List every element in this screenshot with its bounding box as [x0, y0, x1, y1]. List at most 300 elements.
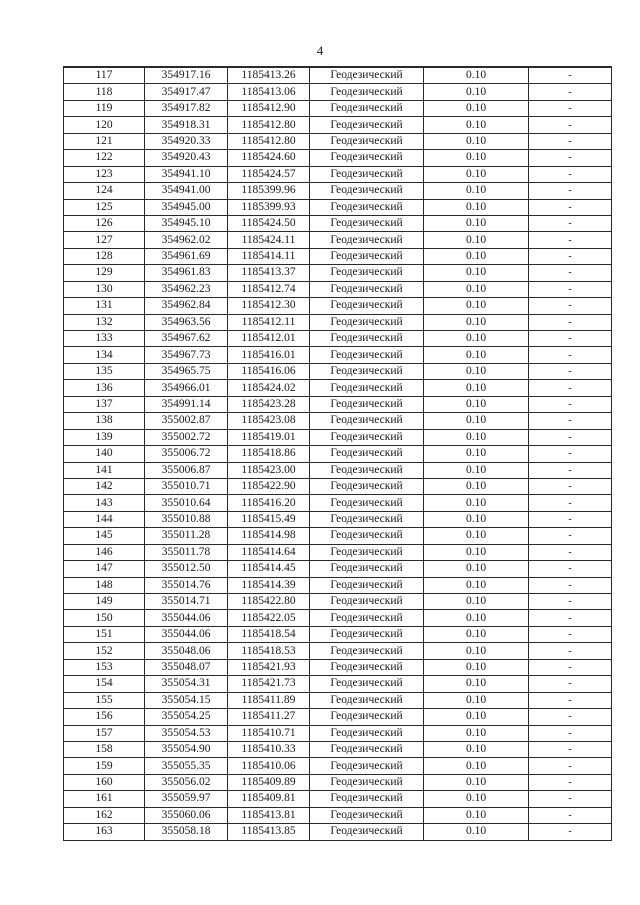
method-cell: Геодезический — [310, 215, 424, 231]
point-number-cell: 152 — [64, 643, 145, 659]
x-coordinate-cell: 355010.71 — [145, 478, 228, 494]
accuracy-cell: 0.10 — [424, 232, 529, 248]
x-coordinate-cell: 355011.28 — [145, 528, 228, 544]
y-coordinate-cell: 1185416.06 — [228, 363, 310, 379]
description-cell: - — [529, 495, 612, 511]
description-cell: - — [529, 413, 612, 429]
description-cell: - — [529, 199, 612, 215]
method-cell: Геодезический — [310, 577, 424, 593]
method-cell: Геодезический — [310, 117, 424, 133]
accuracy-cell: 0.10 — [424, 150, 529, 166]
description-cell: - — [529, 446, 612, 462]
accuracy-cell: 0.10 — [424, 544, 529, 560]
description-cell: - — [529, 594, 612, 610]
description-cell: - — [529, 774, 612, 790]
table-row — [64, 709, 612, 725]
table-row — [64, 429, 612, 445]
table-row — [64, 380, 612, 396]
accuracy-cell: 0.10 — [424, 610, 529, 626]
accuracy-cell: 0.10 — [424, 807, 529, 823]
table-row — [64, 577, 612, 593]
x-coordinate-cell: 354967.73 — [145, 347, 228, 363]
table-row — [64, 331, 612, 347]
description-cell: - — [529, 396, 612, 412]
y-coordinate-cell: 1185409.81 — [228, 791, 310, 807]
point-number-cell: 142 — [64, 478, 145, 494]
y-coordinate-cell: 1185411.89 — [228, 692, 310, 708]
point-number-cell: 143 — [64, 495, 145, 511]
x-coordinate-cell: 355054.90 — [145, 741, 228, 757]
method-cell: Геодезический — [310, 298, 424, 314]
table-row — [64, 824, 612, 840]
description-cell: - — [529, 215, 612, 231]
x-coordinate-cell: 355002.72 — [145, 429, 228, 445]
point-number-cell: 150 — [64, 610, 145, 626]
method-cell: Геодезический — [310, 561, 424, 577]
method-cell: Геодезический — [310, 281, 424, 297]
description-cell: - — [529, 298, 612, 314]
method-cell: Геодезический — [310, 511, 424, 527]
method-cell: Геодезический — [310, 774, 424, 790]
method-cell: Геодезический — [310, 478, 424, 494]
y-coordinate-cell: 1185410.33 — [228, 741, 310, 757]
point-number-cell: 146 — [64, 544, 145, 560]
x-coordinate-cell: 354920.43 — [145, 150, 228, 166]
method-cell: Геодезический — [310, 528, 424, 544]
point-number-cell: 157 — [64, 725, 145, 741]
description-cell: - — [529, 709, 612, 725]
accuracy-cell: 0.10 — [424, 215, 529, 231]
x-coordinate-cell: 355002.87 — [145, 413, 228, 429]
table-row — [64, 626, 612, 642]
table-row — [64, 84, 612, 100]
description-cell: - — [529, 347, 612, 363]
description-cell: - — [529, 462, 612, 478]
method-cell: Геодезический — [310, 709, 424, 725]
y-coordinate-cell: 1185421.93 — [228, 659, 310, 675]
description-cell: - — [529, 429, 612, 445]
y-coordinate-cell: 1185418.53 — [228, 643, 310, 659]
y-coordinate-cell: 1185414.64 — [228, 544, 310, 560]
accuracy-cell: 0.10 — [424, 413, 529, 429]
accuracy-cell: 0.10 — [424, 774, 529, 790]
x-coordinate-cell: 354991.14 — [145, 396, 228, 412]
point-number-cell: 136 — [64, 380, 145, 396]
accuracy-cell: 0.10 — [424, 429, 529, 445]
method-cell: Геодезический — [310, 100, 424, 116]
description-cell: - — [529, 133, 612, 149]
y-coordinate-cell: 1185415.49 — [228, 511, 310, 527]
y-coordinate-cell: 1185412.74 — [228, 281, 310, 297]
table-row — [64, 314, 612, 330]
point-number-cell: 139 — [64, 429, 145, 445]
description-cell: - — [529, 659, 612, 675]
method-cell: Геодезический — [310, 413, 424, 429]
y-coordinate-cell: 1185423.28 — [228, 396, 310, 412]
accuracy-cell: 0.10 — [424, 363, 529, 379]
accuracy-cell: 0.10 — [424, 265, 529, 281]
method-cell: Геодезический — [310, 659, 424, 675]
x-coordinate-cell: 355010.64 — [145, 495, 228, 511]
table-row — [64, 741, 612, 757]
description-cell: - — [529, 807, 612, 823]
table-row — [64, 396, 612, 412]
table-row — [64, 692, 612, 708]
x-coordinate-cell: 355048.06 — [145, 643, 228, 659]
y-coordinate-cell: 1185414.11 — [228, 248, 310, 264]
y-coordinate-cell: 1185412.01 — [228, 331, 310, 347]
accuracy-cell: 0.10 — [424, 298, 529, 314]
y-coordinate-cell: 1185418.86 — [228, 446, 310, 462]
description-cell: - — [529, 281, 612, 297]
point-number-cell: 160 — [64, 774, 145, 790]
accuracy-cell: 0.10 — [424, 511, 529, 527]
description-cell: - — [529, 626, 612, 642]
accuracy-cell: 0.10 — [424, 626, 529, 642]
accuracy-cell: 0.10 — [424, 314, 529, 330]
table-row — [64, 528, 612, 544]
x-coordinate-cell: 355014.76 — [145, 577, 228, 593]
y-coordinate-cell: 1185424.02 — [228, 380, 310, 396]
accuracy-cell: 0.10 — [424, 709, 529, 725]
y-coordinate-cell: 1185412.11 — [228, 314, 310, 330]
x-coordinate-cell: 354917.16 — [145, 67, 228, 84]
point-number-cell: 127 — [64, 232, 145, 248]
accuracy-cell: 0.10 — [424, 166, 529, 182]
method-cell: Геодезический — [310, 824, 424, 840]
x-coordinate-cell: 355059.97 — [145, 791, 228, 807]
table-row — [64, 281, 612, 297]
accuracy-cell: 0.10 — [424, 380, 529, 396]
x-coordinate-cell: 354967.62 — [145, 331, 228, 347]
point-number-cell: 141 — [64, 462, 145, 478]
x-coordinate-cell: 354945.10 — [145, 215, 228, 231]
table-row — [64, 774, 612, 790]
point-number-cell: 155 — [64, 692, 145, 708]
accuracy-cell: 0.10 — [424, 643, 529, 659]
method-cell: Геодезический — [310, 610, 424, 626]
point-number-cell: 124 — [64, 183, 145, 199]
description-cell: - — [529, 643, 612, 659]
description-cell: - — [529, 166, 612, 182]
accuracy-cell: 0.10 — [424, 741, 529, 757]
x-coordinate-cell: 355044.06 — [145, 610, 228, 626]
accuracy-cell: 0.10 — [424, 67, 529, 84]
description-cell: - — [529, 478, 612, 494]
table-row — [64, 791, 612, 807]
accuracy-cell: 0.10 — [424, 577, 529, 593]
y-coordinate-cell: 1185414.98 — [228, 528, 310, 544]
method-cell: Геодезический — [310, 758, 424, 774]
table-row — [64, 133, 612, 149]
description-cell: - — [529, 610, 612, 626]
method-cell: Геодезический — [310, 363, 424, 379]
point-number-cell: 118 — [64, 84, 145, 100]
point-number-cell: 132 — [64, 314, 145, 330]
description-cell: - — [529, 725, 612, 741]
x-coordinate-cell: 355060.06 — [145, 807, 228, 823]
description-cell: - — [529, 314, 612, 330]
x-coordinate-cell: 355054.25 — [145, 709, 228, 725]
accuracy-cell: 0.10 — [424, 396, 529, 412]
point-number-cell: 130 — [64, 281, 145, 297]
table-row — [64, 561, 612, 577]
table-row — [64, 544, 612, 560]
point-number-cell: 119 — [64, 100, 145, 116]
y-coordinate-cell: 1185413.26 — [228, 67, 310, 84]
description-cell: - — [529, 511, 612, 527]
method-cell: Геодезический — [310, 347, 424, 363]
accuracy-cell: 0.10 — [424, 117, 529, 133]
method-cell: Геодезический — [310, 150, 424, 166]
method-cell: Геодезический — [310, 495, 424, 511]
y-coordinate-cell: 1185423.00 — [228, 462, 310, 478]
method-cell: Геодезический — [310, 183, 424, 199]
table-row — [64, 478, 612, 494]
point-number-cell: 149 — [64, 594, 145, 610]
accuracy-cell: 0.10 — [424, 824, 529, 840]
accuracy-cell: 0.10 — [424, 248, 529, 264]
method-cell: Геодезический — [310, 429, 424, 445]
method-cell: Геодезический — [310, 380, 424, 396]
method-cell: Геодезический — [310, 676, 424, 692]
point-number-cell: 159 — [64, 758, 145, 774]
description-cell: - — [529, 544, 612, 560]
accuracy-cell: 0.10 — [424, 561, 529, 577]
x-coordinate-cell: 355014.71 — [145, 594, 228, 610]
y-coordinate-cell: 1185412.80 — [228, 133, 310, 149]
table-row — [64, 248, 612, 264]
x-coordinate-cell: 354941.00 — [145, 183, 228, 199]
y-coordinate-cell: 1185416.01 — [228, 347, 310, 363]
y-coordinate-cell: 1185399.93 — [228, 199, 310, 215]
description-cell: - — [529, 824, 612, 840]
accuracy-cell: 0.10 — [424, 478, 529, 494]
point-number-cell: 163 — [64, 824, 145, 840]
description-cell: - — [529, 561, 612, 577]
point-number-cell: 131 — [64, 298, 145, 314]
table-row — [64, 117, 612, 133]
y-coordinate-cell: 1185419.01 — [228, 429, 310, 445]
point-number-cell: 129 — [64, 265, 145, 281]
description-cell: - — [529, 676, 612, 692]
description-cell: - — [529, 117, 612, 133]
point-number-cell: 134 — [64, 347, 145, 363]
point-number-cell: 145 — [64, 528, 145, 544]
method-cell: Геодезический — [310, 791, 424, 807]
method-cell: Геодезический — [310, 232, 424, 248]
point-number-cell: 161 — [64, 791, 145, 807]
accuracy-cell: 0.10 — [424, 725, 529, 741]
accuracy-cell: 0.10 — [424, 183, 529, 199]
x-coordinate-cell: 355056.02 — [145, 774, 228, 790]
point-number-cell: 133 — [64, 331, 145, 347]
table-row — [64, 610, 612, 626]
table-row — [64, 643, 612, 659]
table-row — [64, 495, 612, 511]
point-number-cell: 147 — [64, 561, 145, 577]
y-coordinate-cell: 1185424.50 — [228, 215, 310, 231]
y-coordinate-cell: 1185410.71 — [228, 725, 310, 741]
x-coordinate-cell: 355044.06 — [145, 626, 228, 642]
table-row — [64, 265, 612, 281]
x-coordinate-cell: 354917.82 — [145, 100, 228, 116]
point-number-cell: 148 — [64, 577, 145, 593]
description-cell: - — [529, 84, 612, 100]
accuracy-cell: 0.10 — [424, 692, 529, 708]
table-row — [64, 100, 612, 116]
y-coordinate-cell: 1185422.05 — [228, 610, 310, 626]
table-row — [64, 150, 612, 166]
description-cell: - — [529, 758, 612, 774]
point-number-cell: 153 — [64, 659, 145, 675]
description-cell: - — [529, 791, 612, 807]
y-coordinate-cell: 1185424.60 — [228, 150, 310, 166]
y-coordinate-cell: 1185413.06 — [228, 84, 310, 100]
table-row — [64, 298, 612, 314]
table-row — [64, 807, 612, 823]
description-cell: - — [529, 183, 612, 199]
x-coordinate-cell: 355006.87 — [145, 462, 228, 478]
table-row — [64, 446, 612, 462]
x-coordinate-cell: 354918.31 — [145, 117, 228, 133]
accuracy-cell: 0.10 — [424, 758, 529, 774]
table-row — [64, 215, 612, 231]
x-coordinate-cell: 354917.47 — [145, 84, 228, 100]
y-coordinate-cell: 1185423.08 — [228, 413, 310, 429]
x-coordinate-cell: 354941.10 — [145, 166, 228, 182]
method-cell: Геодезический — [310, 331, 424, 347]
y-coordinate-cell: 1185413.37 — [228, 265, 310, 281]
y-coordinate-cell: 1185409.89 — [228, 774, 310, 790]
x-coordinate-cell: 355054.31 — [145, 676, 228, 692]
y-coordinate-cell: 1185412.90 — [228, 100, 310, 116]
y-coordinate-cell: 1185422.90 — [228, 478, 310, 494]
x-coordinate-cell: 354965.75 — [145, 363, 228, 379]
x-coordinate-cell: 354962.02 — [145, 232, 228, 248]
y-coordinate-cell: 1185424.57 — [228, 166, 310, 182]
table-row — [64, 413, 612, 429]
y-coordinate-cell: 1185411.27 — [228, 709, 310, 725]
x-coordinate-cell: 355012.50 — [145, 561, 228, 577]
table-row — [64, 676, 612, 692]
accuracy-cell: 0.10 — [424, 659, 529, 675]
y-coordinate-cell: 1185414.39 — [228, 577, 310, 593]
method-cell: Геодезический — [310, 807, 424, 823]
x-coordinate-cell: 354966.01 — [145, 380, 228, 396]
table-row — [64, 232, 612, 248]
point-number-cell: 121 — [64, 133, 145, 149]
table-row — [64, 659, 612, 675]
description-cell: - — [529, 67, 612, 84]
y-coordinate-cell: 1185412.80 — [228, 117, 310, 133]
y-coordinate-cell: 1185424.11 — [228, 232, 310, 248]
x-coordinate-cell: 354961.69 — [145, 248, 228, 264]
method-cell: Геодезический — [310, 594, 424, 610]
x-coordinate-cell: 355054.15 — [145, 692, 228, 708]
method-cell: Геодезический — [310, 692, 424, 708]
y-coordinate-cell: 1185416.20 — [228, 495, 310, 511]
point-number-cell: 117 — [64, 67, 145, 84]
y-coordinate-cell: 1185413.81 — [228, 807, 310, 823]
method-cell: Геодезический — [310, 446, 424, 462]
x-coordinate-cell: 355048.07 — [145, 659, 228, 675]
y-coordinate-cell: 1185413.85 — [228, 824, 310, 840]
table-row — [64, 594, 612, 610]
point-number-cell: 151 — [64, 626, 145, 642]
x-coordinate-cell: 355011.78 — [145, 544, 228, 560]
x-coordinate-cell: 354962.84 — [145, 298, 228, 314]
description-cell: - — [529, 363, 612, 379]
y-coordinate-cell: 1185418.54 — [228, 626, 310, 642]
x-coordinate-cell: 355010.88 — [145, 511, 228, 527]
y-coordinate-cell: 1185412.30 — [228, 298, 310, 314]
table-row — [64, 67, 612, 84]
method-cell: Геодезический — [310, 626, 424, 642]
x-coordinate-cell: 355006.72 — [145, 446, 228, 462]
y-coordinate-cell: 1185414.45 — [228, 561, 310, 577]
method-cell: Геодезический — [310, 396, 424, 412]
table-row — [64, 183, 612, 199]
accuracy-cell: 0.10 — [424, 331, 529, 347]
y-coordinate-cell: 1185410.06 — [228, 758, 310, 774]
point-number-cell: 162 — [64, 807, 145, 823]
x-coordinate-cell: 354945.00 — [145, 199, 228, 215]
accuracy-cell: 0.10 — [424, 791, 529, 807]
point-number-cell: 123 — [64, 166, 145, 182]
method-cell: Геодезический — [310, 314, 424, 330]
table-row — [64, 725, 612, 741]
accuracy-cell: 0.10 — [424, 281, 529, 297]
method-cell: Геодезический — [310, 166, 424, 182]
x-coordinate-cell: 354962.23 — [145, 281, 228, 297]
table-row — [64, 511, 612, 527]
accuracy-cell: 0.10 — [424, 528, 529, 544]
description-cell: - — [529, 331, 612, 347]
description-cell: - — [529, 380, 612, 396]
table-row — [64, 347, 612, 363]
accuracy-cell: 0.10 — [424, 676, 529, 692]
point-number-cell: 135 — [64, 363, 145, 379]
description-cell: - — [529, 528, 612, 544]
x-coordinate-cell: 354963.56 — [145, 314, 228, 330]
table-row — [64, 758, 612, 774]
description-cell: - — [529, 100, 612, 116]
table-row — [64, 199, 612, 215]
point-number-cell: 126 — [64, 215, 145, 231]
x-coordinate-cell: 355055.35 — [145, 758, 228, 774]
description-cell: - — [529, 232, 612, 248]
point-number-cell: 125 — [64, 199, 145, 215]
accuracy-cell: 0.10 — [424, 100, 529, 116]
method-cell: Геодезический — [310, 544, 424, 560]
point-number-cell: 140 — [64, 446, 145, 462]
point-number-cell: 128 — [64, 248, 145, 264]
table-row — [64, 363, 612, 379]
method-cell: Геодезический — [310, 84, 424, 100]
description-cell: - — [529, 692, 612, 708]
point-number-cell: 122 — [64, 150, 145, 166]
description-cell: - — [529, 150, 612, 166]
point-number-cell: 154 — [64, 676, 145, 692]
table-row — [64, 462, 612, 478]
table-row — [64, 166, 612, 182]
point-number-cell: 120 — [64, 117, 145, 133]
x-coordinate-cell: 355058.18 — [145, 824, 228, 840]
accuracy-cell: 0.10 — [424, 133, 529, 149]
x-coordinate-cell: 354920.33 — [145, 133, 228, 149]
method-cell: Геодезический — [310, 133, 424, 149]
